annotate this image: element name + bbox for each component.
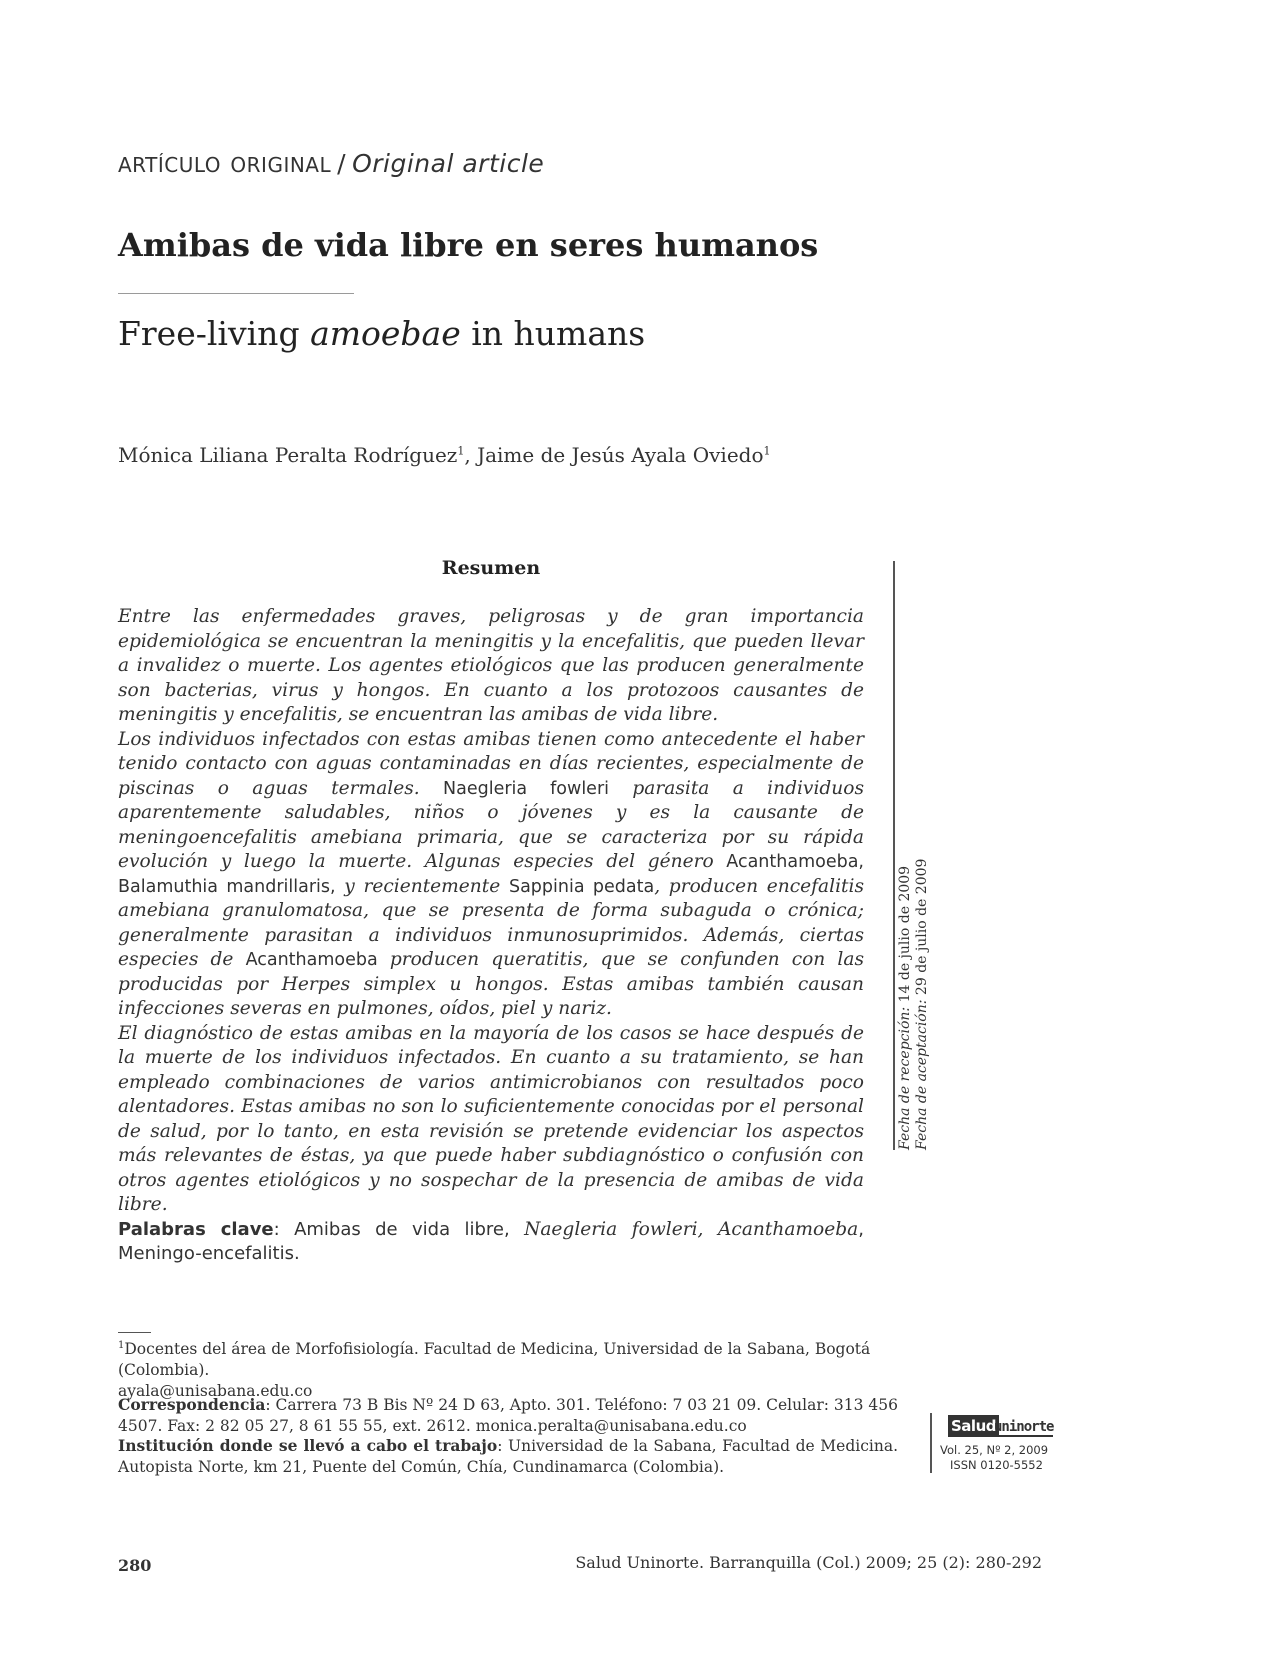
- correspondence-text: : Carrera 73 B Bis Nº 24 D 63, Apto. 301. Teléfono: 7 03 21 09. Celular: 313 456 4507. Fax: 2 82 05 27, 8 61 55 55, ext. 2612. monica.peralta@unisabana.edu.co: [118, 1396, 898, 1435]
- abstract-paragraph-3: El diagnóstico de estas amibas en la mayoría de los casos se hace después de la muerte de los individuos infectados. En cuanto a su tratamiento, se han empleado combinaciones de varios antimicrobianos con resultados poco alentadores. Estas amibas no son lo suficientemente conocidas por el personal de salud, por lo tanto, en esta revisión se pretende evidenciar los aspectos más relevantes de éstas, ya que puede haber subdiagnóstico o confusión con otros agentes etiológicos y no sospechar de la presencia de amibas de vida libre.: [118, 1022, 864, 1215]
- author-2-affiliation: 1: [763, 444, 771, 458]
- page-number: 280: [118, 1556, 152, 1575]
- title-en-part1: Free-living: [118, 314, 311, 353]
- abstract-p2-text-a: Los individuos infectados con estas amibas tienen como antecedente el haber tenido contacto con aguas contaminadas en días recientes, especialmente de piscinas o aguas termales.: [118, 728, 864, 799]
- logo-uninorte-text: uninorte: [994, 1419, 1054, 1435]
- keywords: [118, 1218, 864, 1267]
- institution: [118, 1436, 898, 1477]
- footnote-rule: [118, 1332, 151, 1333]
- abstract-p2-text-e: producen queratitis, que se confunden con las producidas por Herpes simplex u hongos. Estas amibas también causan infecciones severas en pulmones, oídos, piel y nariz.: [118, 949, 864, 1019]
- footnote-marker: 1: [118, 1340, 125, 1351]
- received-label: Fecha de recepción:: [897, 1006, 913, 1150]
- title-divider: [118, 293, 354, 294]
- logo-salud-text: Salud: [948, 1415, 999, 1437]
- received-date: 14 de julio de 2009: [897, 865, 913, 1003]
- footnote-text: Docentes del área de Morfofisiología. Facultad de Medicina, Universidad de la Sabana, Bogotá (Colombia).: [118, 1340, 871, 1380]
- abstract-body: [118, 605, 864, 1267]
- article-title-es: Amibas de vida libre en seres humanos: [118, 226, 819, 264]
- correspondence-label: Correspondencia: [118, 1395, 266, 1414]
- abstract-p2-text-c: y recientemente: [335, 875, 509, 897]
- abstract-heading: Resumen: [441, 557, 541, 579]
- article-title-en: [118, 314, 645, 353]
- correspondence: [118, 1395, 898, 1436]
- accepted-date: 29 de julio de 2009: [914, 858, 930, 996]
- section-label-es: artículo original: [118, 146, 332, 179]
- genus-acanthamoeba-2: Acanthamoeba: [245, 950, 378, 970]
- abstract-p2-text-d: , producen encefalitis amebiana granulomatosa, que se presenta de forma subaguda o crónica; generalmente parasitan a individuos inmunosuprimidos. Además, ciertas especies de: [118, 875, 864, 970]
- footnote-email[interactable]: ayala@unisabana.edu.co: [118, 1382, 313, 1401]
- genus-acanthamoeba: Acanthamoeba,: [726, 852, 864, 872]
- keywords-text-a: : Amibas de vida libre,: [273, 1218, 525, 1240]
- footnote: [118, 1335, 898, 1402]
- journal-info-box: [930, 1413, 1054, 1473]
- abstract-p2-text-b: parasita a individuos aparentemente saludables, niños o jóvenes y es la causante de meningoencefalitis amebiana primaria, que se caracteriza por su rápida evolución y luego la muerte. Algunas especies del género: [118, 777, 865, 872]
- correspondence-block: [118, 1395, 898, 1477]
- species-naegleria: Naegleria fowleri: [443, 778, 610, 799]
- section-label: [118, 146, 544, 179]
- species-balamuthia: Balamuthia mandrillaris,: [118, 876, 336, 897]
- abstract-paragraph-1: Entre las enfermedades graves, peligrosas y de gran importancia epidemiológica se encuentran la meningitis y la encefalitis, que pueden llevar a invalidez o muerte. Los agentes etiológicos que las producen generalmente son bacterias, virus y hongos. En cuanto a los protozoos causantes de meningitis y encefalitis, se encuentran las amibas de vida libre.: [118, 606, 864, 725]
- section-label-en: Original article: [352, 149, 545, 178]
- abstract-paragraph-2: [118, 728, 864, 1022]
- author-list: [118, 443, 771, 467]
- author-2: Jaime de Jesús Ayala Oviedo: [477, 443, 764, 467]
- keywords-species: Naegleria fowleri, Acanthamoeba: [524, 1218, 859, 1240]
- species-sappinia: Sappinia pedata: [508, 876, 655, 897]
- journal-volume: Vol. 25, Nº 2, 2009: [940, 1443, 1049, 1457]
- accepted-date-line: [914, 859, 931, 1150]
- received-date-line: [897, 859, 914, 1150]
- institution-label: Institución donde se llevó a cabo el trabajo: [118, 1436, 498, 1455]
- title-en-part2: in humans: [460, 314, 646, 353]
- author-1: Mónica Liliana Peralta Rodríguez: [118, 443, 458, 467]
- title-en-italic: amoebae: [310, 314, 461, 353]
- article-dates: [897, 859, 931, 1150]
- section-separator: /: [337, 149, 347, 178]
- keywords-text-b: , Meningo-encefalitis.: [118, 1218, 864, 1264]
- author-1-affiliation: 1: [457, 444, 465, 458]
- institution-text: : Universidad de la Sabana, Facultad de Medicina. Autopista Norte, km 21, Puente del Común, Chía, Cundinamarca (Colombia).: [118, 1437, 899, 1476]
- author-separator: ,: [464, 443, 478, 467]
- journal-issn: ISSN 0120-5552: [950, 1458, 1043, 1472]
- accepted-label: Fecha de aceptación:: [914, 999, 930, 1150]
- dates-divider: [893, 561, 895, 1150]
- journal-citation: Salud Uninorte. Barranquilla (Col.) 2009; 25 (2): 280-292: [575, 1553, 1042, 1572]
- keywords-label: Palabras clave: [118, 1218, 274, 1240]
- journal-logo: [948, 1415, 1054, 1437]
